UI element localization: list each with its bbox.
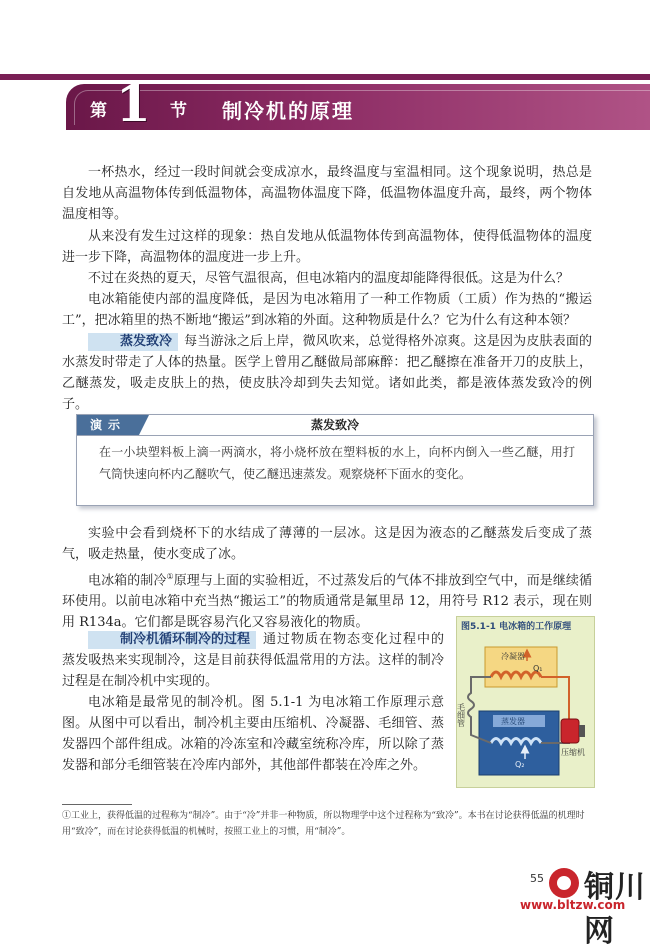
section-title: 制冷机的原理 <box>222 99 354 123</box>
evaporator-label: 蒸发器 <box>501 717 525 726</box>
condenser-label: 冷凝器 <box>501 652 525 661</box>
capillary-label: 毛细管 <box>457 703 466 727</box>
paragraph-9: 电冰箱是最常见的制冷机。图 5.1-1 为电冰箱工作原理示意图。从图中可以看出，制冷机主要由压缩机、冷凝器、毛细管、蒸发器四个部件组成。冰箱的冷冻室和冷藏室统称冷库，所以除了蒸发器和部分毛细管装在冷库内部外，其他部件都装在冷库之外。 <box>62 695 444 773</box>
footnote-marker[interactable]: ① <box>166 572 174 581</box>
footnote-rule <box>62 804 132 805</box>
paragraph-6: 实验中会看到烧杯下的水结成了薄薄的一层冰。这是因为液态的乙醚蒸发后变成了蒸气，吸走热量，使水变成了冰。 <box>62 526 592 562</box>
watermark-url[interactable]: www.bltzw.com <box>520 898 626 912</box>
q2-label: Q₂ <box>515 760 525 769</box>
paragraph-5 <box>62 331 592 415</box>
footnote-text: ①工业上，获得低温的过程称为“制冷”。由于“冷”并非一种物质，所以物理学中这个过程称为“致冷”。本书在讨论获得低温的机理时用“致冷”，而在讨论获得低温的机械时，按照工业上的习惯，用“制冷”。 <box>62 811 585 837</box>
paragraph-4: 电冰箱能使内部的温度降低，是因为电冰箱用了一种工作物质（工质）作为热的“搬运工”，把冰箱里的热不断地“搬运”到冰箱的外面。这种物质是什么？它为什么有这种本领？ <box>62 292 592 328</box>
paragraph-8 <box>62 629 444 692</box>
demo-tag: 演示 <box>77 415 139 435</box>
demo-box <box>76 414 594 506</box>
page-number: 55 <box>530 872 544 885</box>
header-rule <box>0 74 650 80</box>
section-suffix: 节 <box>170 101 187 121</box>
section-banner-frame <box>74 90 650 125</box>
fridge-diagram-svg <box>457 631 594 787</box>
paragraph-3: 不过在炎热的夏天，尽管气温很高，但电冰箱内的温度却能降得很低。这是为什么？ <box>88 271 570 286</box>
compressor-label: 压缩机 <box>561 748 585 757</box>
compressor-body <box>561 719 579 743</box>
paragraph-7-text-b: 原理与上面的实验相近，不过蒸发后的气体不排放到空气中，而是继续循环使用。以前电冰箱中充当热“搬运工”的物质通常是氟里昂 12，用符号 R12 表示，现在则用 R134a。它们都是既容易汽化又容易液化的物质。 <box>62 573 592 631</box>
paragraph-2: 从来没有发生过这样的现象：热自发地从低温物体传到高温物体，使得低温物体的温度进一步下降，高温物体的温度进一步上升。 <box>62 229 592 265</box>
compressor-motor <box>579 725 585 737</box>
demo-text: 在一小块塑料板上滴一两滴水，将小烧杯放在塑料板的水上，向杯内倒入一些乙醚，用打气筒快速向杯内乙醚吹气，使乙醚迅速蒸发。观察烧杯下面水的变化。 <box>99 445 575 481</box>
fridge-diagram <box>456 616 595 788</box>
section-number: 1 <box>116 74 151 133</box>
keyword-evaporative-cooling: 蒸发致冷 <box>88 333 178 351</box>
figure-caption: 图5.1-1 电冰箱的工作原理 <box>461 622 572 632</box>
demo-header <box>77 415 593 436</box>
paragraph-5-text: 每当游泳之后上岸，微风吹来，总觉得格外凉爽。这是因为皮肤表面的水蒸发时带走了人体的热量。医学上曾用乙醚做局部麻醉：把乙醚擦在准备开刀的皮肤上，乙醚蒸发，吸走皮肤上的热，使皮肤冷却到失去知觉。诸如此类，都是液体蒸发致冷的例子。 <box>62 334 592 412</box>
paragraph-7-text-a: 电冰箱的制冷 <box>88 573 167 589</box>
paragraph-8-text: 通过物质在物态变化过程中的蒸发吸热来实现制冷，这是目前获得低温常用的方法。这样的制冷过程是在制冷机中实现的。 <box>62 632 444 689</box>
paragraph-1: 一杯热水，经过一段时间就会变成凉水，最终温度与室温相同。这个现象说明，热总是自发地从高温物体传到低温物体，高温物体温度下降，低温物体温度升高，最终，两个物体温度相等。 <box>62 165 592 222</box>
q1-label: Q₁ <box>533 664 543 673</box>
keyword-refrigeration-cycle: 制冷机循环制冷的过程 <box>88 631 256 649</box>
section-prefix: 第 <box>90 101 107 121</box>
watermark-logo-icon <box>549 868 579 898</box>
demo-title: 蒸发致冷 <box>310 418 359 432</box>
watermark-name: 铜川网 <box>584 870 646 949</box>
